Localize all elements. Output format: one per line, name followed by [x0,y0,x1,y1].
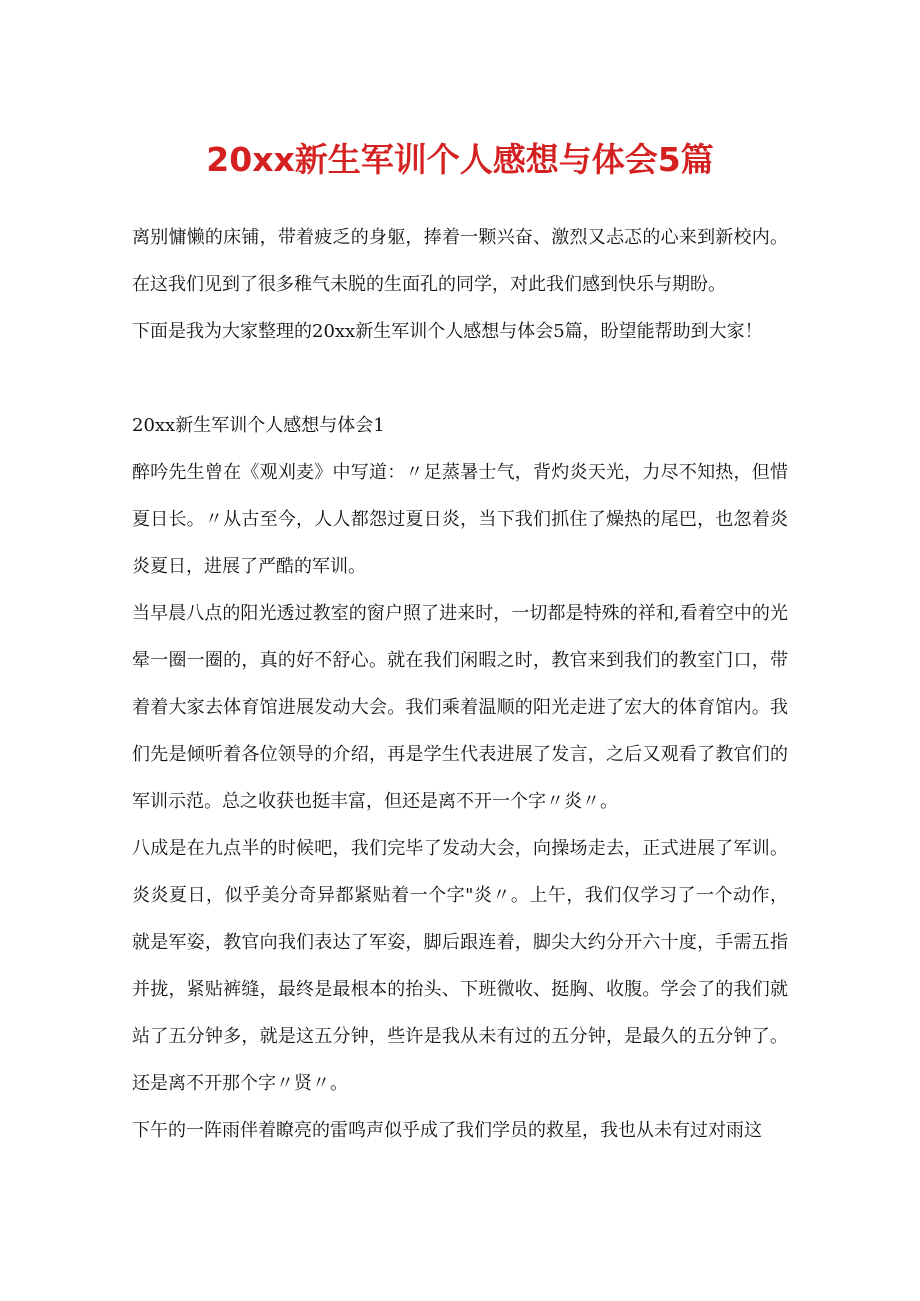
document-body [132,214,788,1154]
section-heading: 20xx新生军训个人感想与体会1 [132,415,385,436]
body-paragraph: 当早晨八点的阳光透过教室的窗户照了进来时，一切都是特殊的祥和,看着空中的光晕一圈一圈的，真的好不舒心。就在我们闲暇之时，教官来到我们的教室门口，带着着大家去体育馆进展发动大会。我们乘着温顺的阳光走进了宏大的体育馆内。我们先是倾听着各位领导的介绍，再是学生代表进展了发言，之后又观看了教官们的军训示范。总之收获也挺丰富，但还是离不开一个字〃炎〃。 [132,603,788,812]
document-title: 20xx新生军训个人感想与体会5篇 [206,140,714,179]
intro-paragraph: 下面是我为大家整理的20xx新生军训个人感想与体会5篇，盼望能帮助到大家！ [132,321,763,342]
intro-paragraph: 离别慵懒的床铺，带着疲乏的身躯，捧着一颗兴奋、激烈又忐忑的心来到新校内。在这我们见到了很多稚气未脱的生面孔的同学，对此我们感到快乐与期盼。 [132,227,788,295]
body-paragraph: 八成是在九点半的时候吧，我们完毕了发动大会，向操场走去，正式进展了军训。炎炎夏日，似乎美分奇异都紧贴着一个字"炎〃。上午，我们仅学习了一个动作，就是军姿，教官向我们表达了军姿，脚后跟连着，脚尖大约分开六十度，手需五指并拢，紧贴裤缝，最终是最根本的抬头、下班微收、挺胸、收腹。学会了的我们就站了五分钟多，就是这五分钟，些许是我从未有过的五分钟，是最久的五分钟了。还是离不开那个字〃贤〃。 [132,838,788,1094]
body-paragraph: 醉吟先生曾在《观刈麦》中写道：〃足蒸暑士气，背灼炎天光，力尽不知热，但惜夏日长。〃从古至今，人人都怨过夏日炎，当下我们抓住了燥热的尾巴，也忽着炎炎夏日，进展了严酷的军训。 [132,462,788,577]
body-paragraph: 下午的一阵雨伴着瞭亮的雷鸣声似乎成了我们学员的救星，我也从未有过对雨这 [132,1120,762,1141]
